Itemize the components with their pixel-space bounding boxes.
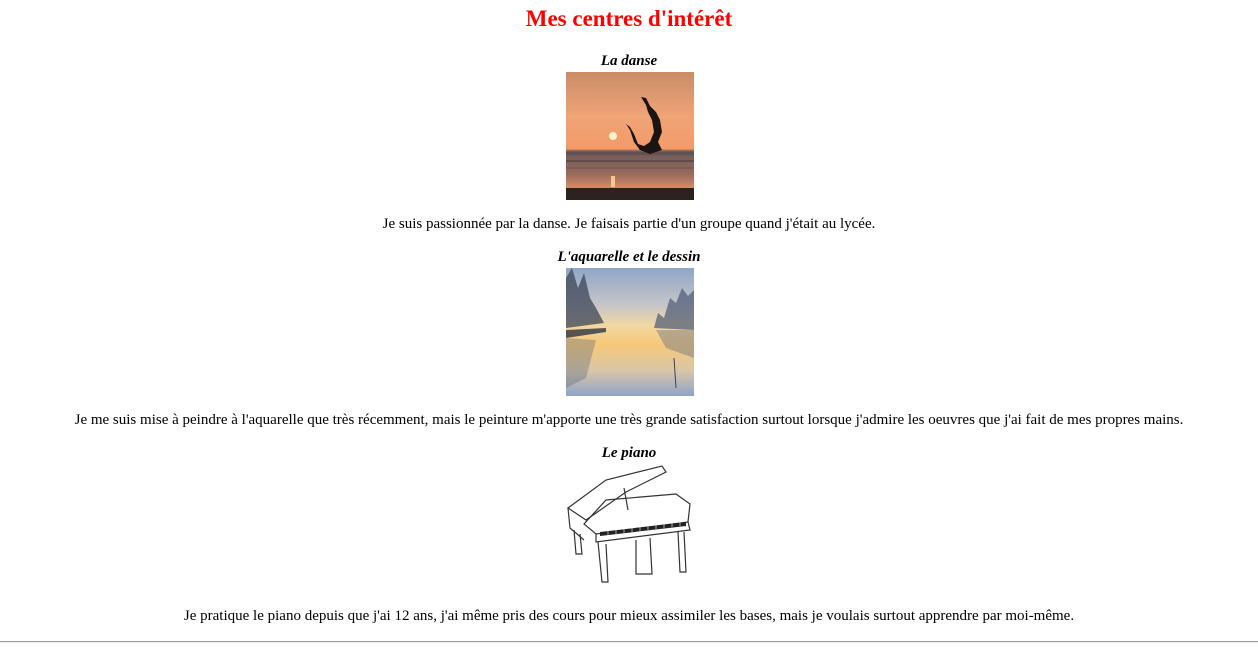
page-title: Mes centres d'intérêt (525, 6, 733, 31)
section-heading: Le piano (601, 445, 657, 461)
watercolor-lake-image (566, 268, 694, 396)
section-text: Je pratique le piano depuis que j'ai 12 ans, j'ai même pris des cours pour mieux assimiler les bases, mais je voulais surtout apprendre par moi-même. (183, 608, 1075, 624)
section-text: Je suis passionnée par la danse. Je faisais partie d'un groupe quand j'était au lycée. (382, 216, 876, 232)
section-text: Je me suis mise à peindre à l'aquarelle que très récemment, mais le peinture m'apporte une très grande satisfaction surtout lorsque j'admire les oeuvres que j'ai fait de mes propres mains. (74, 412, 1184, 428)
horizontal-rule (0, 641, 1258, 643)
dancer-sunset-beach-image (566, 72, 694, 200)
section-heading: L'aquarelle et le dessin (557, 249, 701, 265)
section-heading: La danse (600, 53, 658, 69)
grand-piano-image (566, 464, 694, 592)
